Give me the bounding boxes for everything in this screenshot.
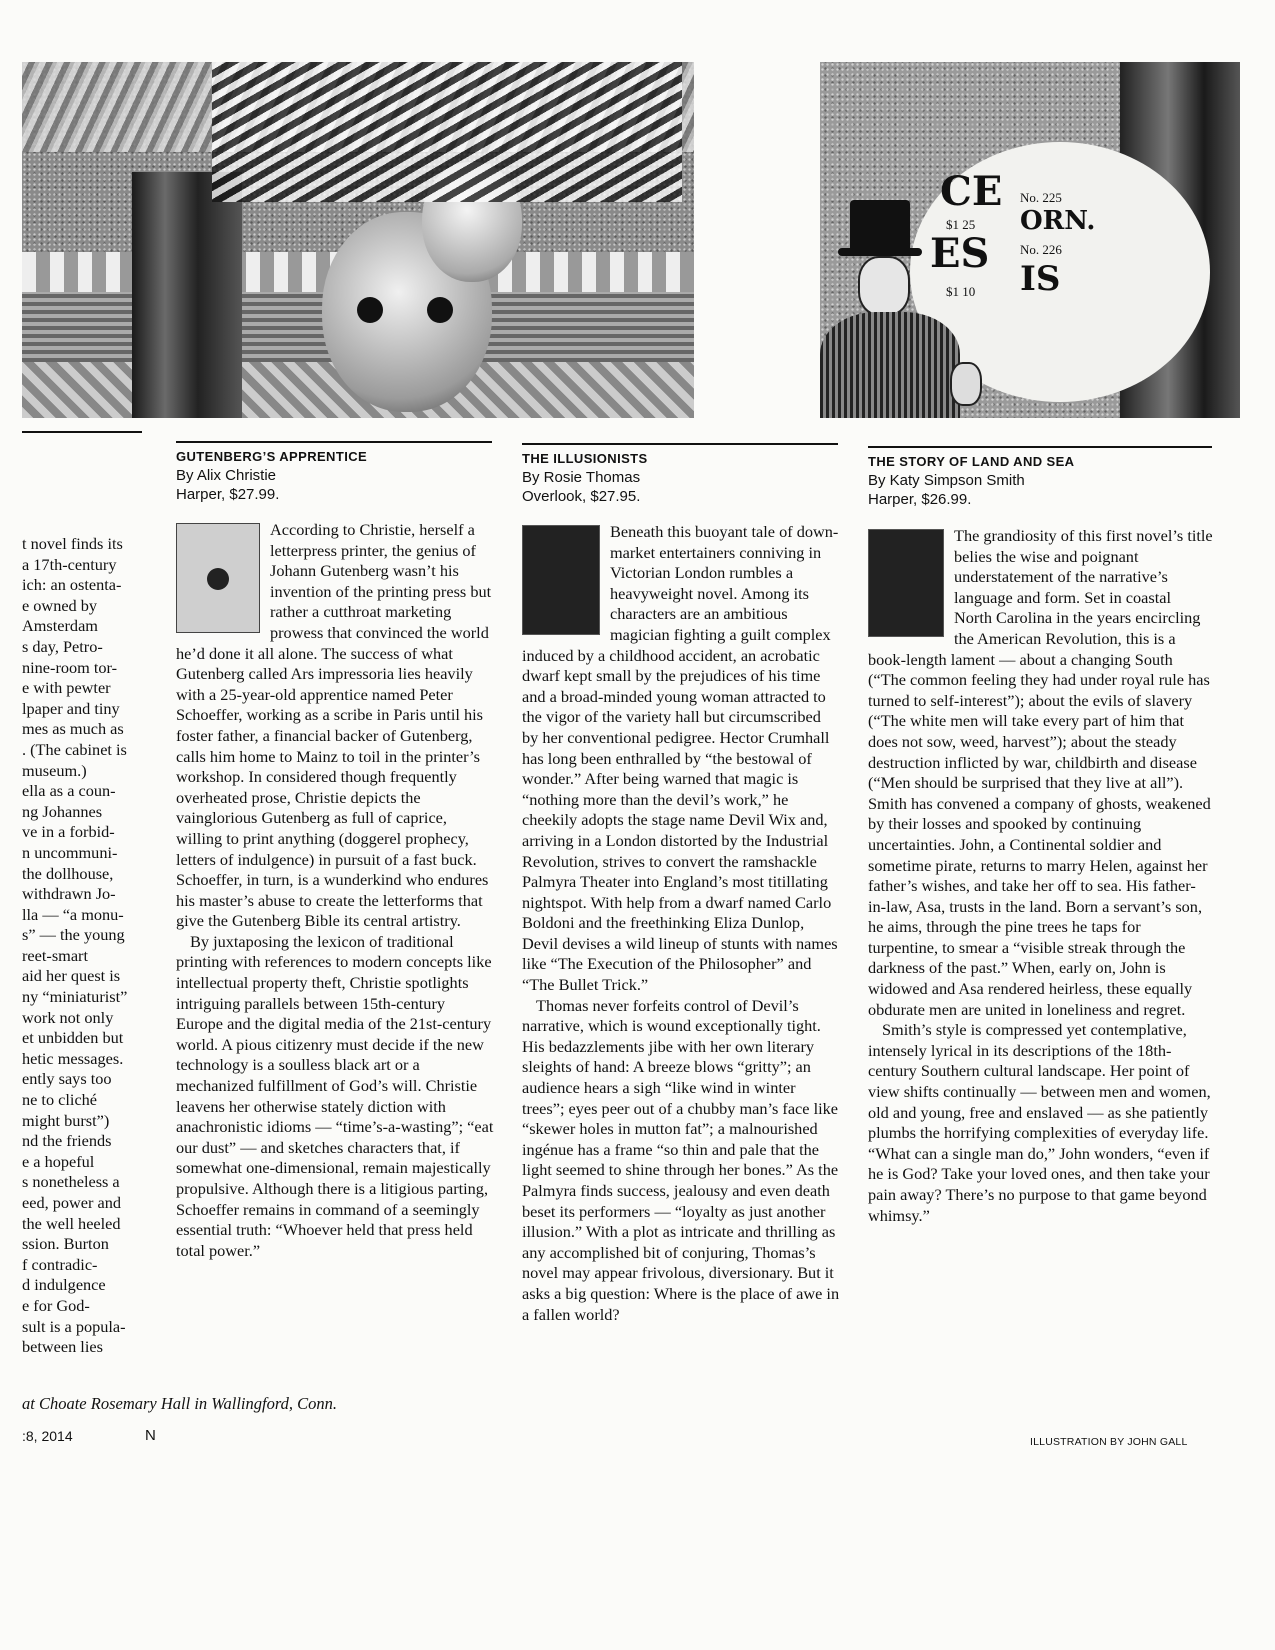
book-cover-icon: [868, 529, 944, 637]
left-column-line: s” — the young: [22, 925, 125, 945]
review-body: [522, 522, 840, 1325]
left-column-line: mes as much as: [22, 719, 124, 739]
curtain-panel-shape: [132, 172, 242, 418]
poster-number: No. 226: [1020, 242, 1062, 257]
poster-word: ORN.: [1020, 206, 1096, 236]
doll-eye-icon: [357, 297, 383, 323]
column-rule: [176, 441, 492, 443]
left-column-line: . (The cabinet is: [22, 739, 127, 759]
left-column-line: ella as a coun-: [22, 781, 116, 801]
left-column-line: n uncommuni-: [22, 842, 118, 862]
review-publisher: Harper, $27.99.: [176, 486, 280, 503]
left-column-line: ently says too: [22, 1069, 112, 1089]
column-rule: [868, 446, 1212, 448]
left-column-line: d indulgence: [22, 1275, 106, 1295]
left-column-line: e for God-: [22, 1295, 90, 1315]
left-column-line: nine-room tor-: [22, 657, 118, 677]
top-hat-brim-shape: [838, 248, 922, 256]
left-column-line: ne to cliché: [22, 1090, 98, 1110]
review-paragraph: By juxtaposing the lexicon of traditional printing with references to modern concepts like intellectual property theft, Christie spotlights intriguing parallels between 15th-century Europe and the digital media of the 21st-century world. A pious citizenry must decide if the new technology is a soulless black art or a mechanized fulfillment of God’s will. Christie leavens her otherwise stately diction with anachronistic idioms — “time’s-a-wasting”; “eat our dust” — and sketches characters that, if somewhat one-dimensional, remain majestically propulsive. Although there is a litigious parting, Schoeffer remains in command of a seemingly essential truth: “Whoever held that press held total power.”: [176, 931, 494, 1260]
left-column-line: s nonetheless a: [22, 1172, 120, 1192]
review-header: [522, 450, 842, 506]
top-hat-icon: [850, 200, 910, 250]
zebra-fabric-shape: [212, 62, 682, 202]
left-column-line: lpaper and tiny: [22, 698, 120, 718]
review-title: GUTENBERG’S APPRENTICE: [176, 449, 368, 464]
left-column-line: a 17th-century: [22, 554, 117, 574]
left-column-line: Amsterdam: [22, 616, 98, 636]
review-author: By Katy Simpson Smith: [868, 472, 1025, 489]
left-column-line: t novel finds its: [22, 534, 123, 553]
review-body: [176, 520, 494, 1261]
poster-price: $1 25: [946, 217, 976, 232]
left-column-line: et unbidden but: [22, 1028, 124, 1048]
left-column-fragments: [22, 534, 142, 1358]
review-header: [176, 448, 496, 504]
left-column-line: ich: an ostenta-: [22, 575, 122, 595]
left-column-line: ny “miniaturist”: [22, 987, 128, 1007]
left-column-line: eed, power and: [22, 1193, 121, 1212]
review-body: [868, 526, 1213, 1226]
left-column-line: e owned by: [22, 595, 98, 615]
left-column-line: the well heeled: [22, 1213, 121, 1233]
review-publisher: Overlook, $27.95.: [522, 488, 641, 505]
book-cover-icon: [176, 523, 260, 633]
left-column-line: between lies: [22, 1337, 103, 1357]
review-paragraph: The grandiosity of this first novel’s title belies the wise and poignant understatement of the narrative’s language and form. Set in coastal North Carolina in the years encircling the American Revolution, this is a book-length lament — about a changing South (“The common feeling they had under royal rule has turned to self-interest”); about the evils of slavery (“The white men will take every part of him that does not sow, weed, harvest”); about the steady destruction inflicted by war, childbirth and disease (“Men should be surprised that they live at all”). Smith has convened a company of ghosts, weakened by their losses and spooked by continuing uncertainties. John, a Continental soldier and sometime pirate, returns to marry Helen, against her father’s wishes, and take her off to sea. His father-in-law, Asa, trusts in the land. Born a servant’s son, he aims, through the pine trees he taps for turpentine, to smear a “visible streak through the darkness of the past.” When, early on, John is widowed and Asa rendered heirless, these equally obdurate men are united in loneliness and regret.: [868, 526, 1213, 1019]
left-column-line: hetic messages.: [22, 1048, 124, 1068]
left-column-line: s day, Petro-: [22, 636, 103, 656]
left-column-line: e a hopeful: [22, 1151, 95, 1171]
left-column-line: ve in a forbid-: [22, 822, 115, 842]
poster-big-text: IS: [1020, 259, 1061, 299]
left-column-line: sult is a popula-: [22, 1316, 126, 1336]
review-paragraph: According to Christie, herself a letterpress printer, the genius of Johann Gutenberg wasn’t his invention of the printing press but rather a cutthroat marketing prowess that convinced the world he’d done it all alone. The success of what Gutenberg called Ars impressoria lies heavily with a 25-year-old apprentice named Peter Schoeffer, working as a scribe in Paris until his foster father, a financial backer of Gutenberg, calls him home to Mainz to toil in the printer’s workshop. In considered though frequently overheated prose, Christie depicts the vainglorious Gutenberg as full of caprice, willing to print anything (doggerel prophecy, letters of indulgence) in pursuit of a fast buck. Schoeffer, in turn, is a wunderkind who endures his master’s abuse to create the letterforms that give the Gutenberg Bible its central artistry.: [176, 520, 492, 931]
review-paragraph: Beneath this buoyant tale of down-market entertainers conniving in Victorian London rumbles a heavyweight novel. Among its characters are an ambitious magician fighting a guilt complex induced by a childhood accident, an acrobatic dwarf kept small by the prejudices of his time and a broad-minded young woman attracted to the vigor of the variety hall but circumscribed by her conventional pedigree. Hector Crumhall has long been enthralled by “the bestowal of wonder.” After being warned that magic is “nothing more than the devil’s work,” he cheekily adopts the stage name Devil Wix and, arriving in a London distorted by the Industrial Revolution, strives to convert the ramshackle Palmyra Theater into England’s most titillating nightspot. With help from a dwarf named Carlo Boldoni and the freethinking Eliza Dunlop, Devil devises a wild lineup of stunts with names like “The Execution of the Philosopher” and “The Bullet Trick.”: [522, 522, 839, 995]
left-column-line: lla — “a monu-: [22, 904, 124, 924]
section-letter: N: [145, 1427, 156, 1444]
left-column-line: the dollhouse,: [22, 863, 114, 883]
left-column-line: nd the friends: [22, 1131, 112, 1151]
illustration-credit: ILLUSTRATION BY JOHN GALL: [1030, 1436, 1188, 1448]
page-date: :8, 2014: [22, 1428, 73, 1444]
review-title: THE ILLUSIONISTS: [522, 451, 648, 466]
left-column-line: work not only: [22, 1007, 114, 1027]
poster-big-text: CE: [940, 168, 1003, 215]
left-column-line: aid her quest is: [22, 966, 121, 986]
poster-price: $1 10: [946, 284, 976, 299]
author-bio-fragment: at Choate Rosemary Hall in Wallingford, Conn.: [22, 1394, 338, 1413]
poster-big-text: ES: [930, 230, 990, 277]
review-title: THE STORY OF LAND AND SEA: [868, 454, 1075, 469]
pointing-hand-icon: [950, 362, 982, 406]
column-rule: [522, 443, 838, 445]
doll-eye-icon: [427, 297, 453, 323]
review-publisher: Harper, $26.99.: [868, 491, 972, 508]
review-paragraph: Thomas never forfeits control of Devil’s narrative, which is wound exceptionally tight. His bedazzlements jibe with her own literary sleights of hand: A breeze blows “gritty”; an audience hears a sigh “like wind in winter trees”; eyes peer out of a chubby man’s face like “skewer holes in mutton fat”; a malnourished ingénue has a frame “so thin and pale that the light seemed to shine through her bones.” As the Palmyra finds success, jealousy and even death beset its performers — “loyalty as just another illusion.” With a plot as intricate and thrilling as any accomplished bit of conjuring, Thomas’s novel may appear frivolous, diversionary. But it asks a big question: Where is the place of awe in a fallen world?: [522, 995, 840, 1324]
illustration-collage-showman: [820, 62, 1240, 418]
left-column-line: museum.): [22, 760, 87, 780]
review-author: By Alix Christie: [176, 467, 277, 484]
left-column-line: e with pewter: [22, 678, 111, 698]
left-column-line: withdrawn Jo-: [22, 884, 116, 904]
review-paragraph: Smith’s style is compressed yet contemplative, intensely lyrical in its descriptions of the 18th-century Southern cultural landscape. Her point of view shifts continually — between men and women, old and young, free and enslaved — as she patiently plumbs the horrifying complexities of everyday life. “What can a single man do,” John wonders, “even if he is God? Take your loved ones, and then take your pain away? There’s no purpose to that game beyond whimsy.”: [868, 1020, 1211, 1225]
left-column-line: ssion. Burton: [22, 1234, 109, 1254]
review-header: [868, 453, 1188, 509]
showman-coat-shape: [820, 312, 960, 418]
book-cover-icon: [522, 525, 600, 635]
showman-face-shape: [858, 256, 910, 316]
column-rule: [22, 431, 142, 433]
left-column-line: f contradic-: [22, 1254, 98, 1274]
left-column-line: might burst”): [22, 1110, 110, 1130]
left-column-line: reet-smart: [22, 945, 88, 965]
left-column-line: ng Johannes: [22, 801, 103, 821]
illustration-collage-dolls: [22, 62, 694, 418]
review-author: By Rosie Thomas: [522, 469, 641, 486]
poster-number: No. 225: [1020, 190, 1062, 205]
